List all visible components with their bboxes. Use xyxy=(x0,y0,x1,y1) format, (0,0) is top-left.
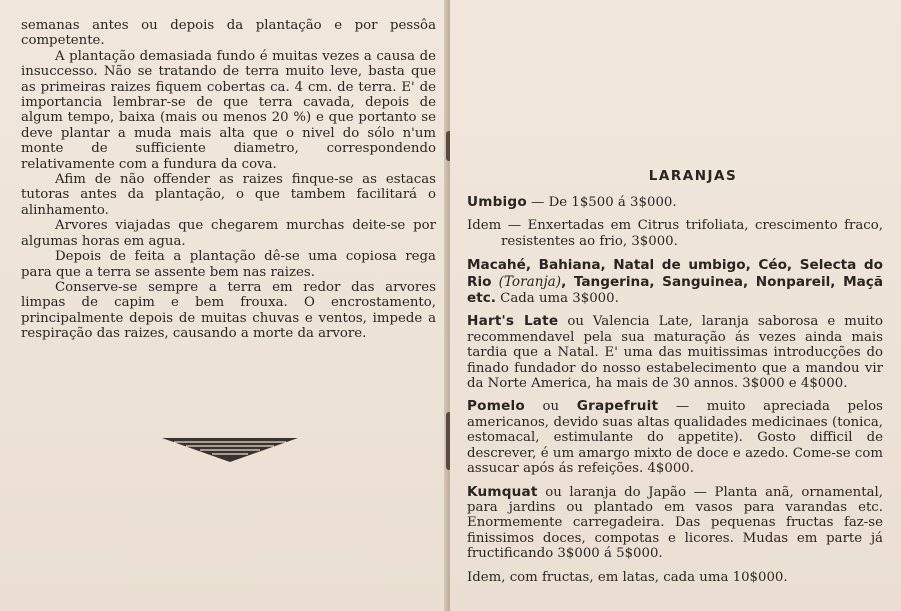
entry-text: Idem, com fructas, em latas, cada uma 10$000. xyxy=(467,569,788,585)
entry-conj: ou xyxy=(524,399,577,415)
entry-name: Macahé, Bahiana, Natal de umbigo, Céo, Selecta do Rio xyxy=(467,257,883,290)
entry-name-cont: , Tangerina, Sanguinea, Nonpareil, Maçã etc. xyxy=(467,273,884,307)
entry-idem xyxy=(467,218,883,249)
paragraph-3: Afim de não offender as raizes finque-se as estacas tutoras antes da plantação, o que tambem facilitará o alinhamento. xyxy=(21,172,436,218)
entry-umbigo xyxy=(467,195,883,210)
entry-name-italic: (Toranja) xyxy=(498,273,562,290)
entry-text: Idem — Enxertadas em Citrus trifoliata, crescimento fraco, resistentes ao frio, 3$000. xyxy=(467,218,883,249)
entry-name-alt: Grapefruit xyxy=(576,398,659,415)
entry-name: Umbigo xyxy=(467,194,527,210)
entry-pomelo xyxy=(467,399,883,476)
decorative-rule-icon xyxy=(160,432,300,464)
entry-text: Cada uma 3$000. xyxy=(495,291,619,307)
paragraph-4: Arvores viajadas que chegarem murchas deite-se por algumas horas em agua. xyxy=(21,218,436,249)
paragraph-1: semanas antes ou depois da plantação e por pessôa competente. xyxy=(21,18,436,49)
right-page xyxy=(450,0,901,611)
entry-text: — muito apreciada pelos americanos, devido suas altas qualidades medicinaes (tonica, estomacal, estimulante do appetite). Gosto difficil de descrever, é um amargo mixto de doce e azedo. Come-se com assucar após ás refeições. 4$000. xyxy=(467,399,883,477)
entry-harts-late xyxy=(467,314,883,391)
entry-name: Hart's Late xyxy=(467,313,559,330)
paragraph-6: Conserve-se sempre a terra em redor das arvores limpas de capim e bem frouxa. O encrostamento, principalmente depois de muitas chuvas e ventos, impede a respiração das raizes, causando a morte da arvore. xyxy=(21,279,436,342)
entry-text: — De 1$500 á 3$000. xyxy=(526,195,677,210)
entry-varieties xyxy=(467,257,883,306)
entry-text: ou laranja do Japão — Planta anã, ornamental, para jardins ou plantado em vasos para varandas etc. Enormemente carregadeira. Das pequenas fructas faz-se finissimos doces, compotas e licores. Mudas em parte já fructificando 3$000 á 5$000. xyxy=(467,484,883,562)
entry-text: ou Valencia Late, laranja saborosa e muito recommendavel pela sua maturação ás vezes ainda mais tardia que a Natal. E' uma das muitissimas introducções do finado fundador do nosso estabelecimento que a mandou vir da Norte America, ha mais de 30 annos. 3$000 e 4$000. xyxy=(467,314,883,392)
entry-idem-latas xyxy=(467,570,883,585)
left-page xyxy=(0,0,448,611)
entry-kumquat xyxy=(467,485,883,562)
paragraph-2: A plantação demasiada fundo é muitas vezes a causa de insuccesso. Não se tratando de terra muito leve, basta que as primeiras raizes fiquem cobertas ca. 4 cm. de terra. E' de importancia lembrar-se de que terra cavada, depois de algum tempo, baixa (mais ou menos 20 %) e que portanto se deve plantar a muda mais alta que o nivel do sólo n'um monte de sufficiente diametro, correspondendo relativamente com a fundura da cova. xyxy=(21,48,436,172)
paragraph-5: Depois de feita a plantação dê-se uma copiosa rega para que a terra se assente bem nas raizes. xyxy=(21,249,436,280)
entry-name: Pomelo xyxy=(467,398,525,415)
section-heading: LARANJAS xyxy=(648,168,738,184)
entry-name: Kumquat xyxy=(467,483,538,500)
